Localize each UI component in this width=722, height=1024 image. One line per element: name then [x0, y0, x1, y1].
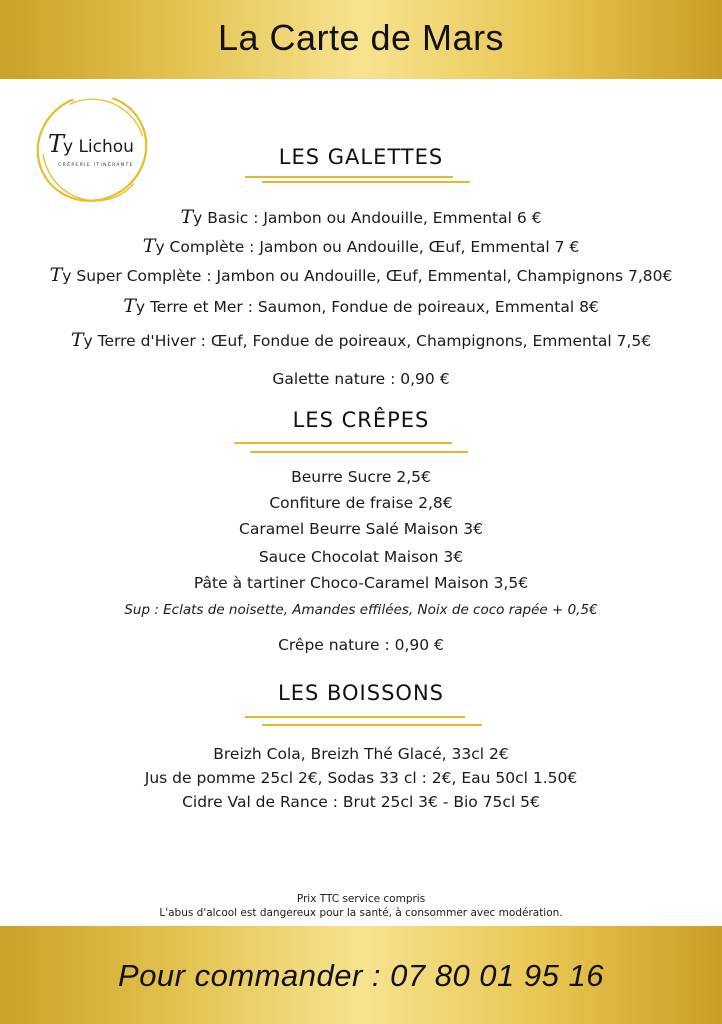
crepe-nature-price: Crêpe nature : 0,90 €: [278, 636, 444, 654]
section-title-boissons: LES BOISSONS: [278, 681, 444, 705]
logo-mark: T: [48, 130, 65, 158]
divider: [245, 716, 465, 718]
list-item: Ty Basic : Jambon ou Andouille, Emmental 6 €: [180, 206, 542, 228]
divider: [245, 176, 453, 178]
list-item: Confiture de fraise 2,8€: [269, 494, 453, 512]
list-item: Cidre Val de Rance : Brut 25cl 3€ - Bio 75cl 5€: [182, 793, 540, 811]
footer-band: [0, 926, 722, 1024]
list-item: Sauce Chocolat Maison 3€: [258, 548, 464, 566]
list-item: Pâte à tartiner Choco-Caramel Maison 3,5€: [193, 574, 529, 592]
list-item: Jus de pomme 25cl 2€, Sodas 33 cl : 2€, Eau 50cl 1.50€: [144, 769, 578, 787]
list-item: Beurre Sucre 2,5€: [291, 468, 431, 486]
order-phone[interactable]: Pour commander : 07 80 01 95 16: [118, 958, 604, 993]
divider: [262, 181, 470, 183]
list-item: Ty Terre et Mer : Saumon, Fondue de poireaux, Emmental 8€: [123, 295, 599, 317]
list-item: Ty Super Complète : Jambon ou Andouille, Œuf, Emmental, Champignons 7,80€: [49, 264, 673, 286]
svg-text:y Lichou: y Lichou: [63, 137, 134, 157]
section-title-crepes: LES CRÊPES: [292, 408, 430, 432]
galette-nature-price: Galette nature : 0,90 €: [272, 370, 450, 388]
list-item: Ty Terre d'Hiver : Œuf, Fondue de poireaux, Champignons, Emmental 7,5€: [70, 329, 652, 351]
list-item: Breizh Cola, Breizh Thé Glacé, 33cl 2€: [213, 745, 509, 763]
list-item: Caramel Beurre Salé Maison 3€: [239, 520, 483, 538]
page-title: La Carte de Mars: [217, 16, 505, 58]
divider: [262, 724, 482, 726]
divider: [234, 442, 452, 444]
list-item: Ty Complète : Jambon ou Andouille, Œuf, Emmental 7 €: [142, 235, 580, 257]
legal-price-note: Prix TTC service compris: [296, 893, 426, 905]
divider: [250, 451, 468, 453]
legal-alcohol-warning: L'abus d'alcool est dangereux pour la santé, à consommer avec modération.: [159, 907, 563, 919]
header-band: [0, 0, 722, 79]
section-title-galettes: LES GALETTES: [278, 145, 444, 169]
crepe-extras: Sup : Eclats de noisette, Amandes effilées, Noix de coco rapée + 0,5€: [124, 602, 598, 618]
logo-subtitle: CRÊPERIE ITINÉRANTE: [58, 163, 134, 168]
